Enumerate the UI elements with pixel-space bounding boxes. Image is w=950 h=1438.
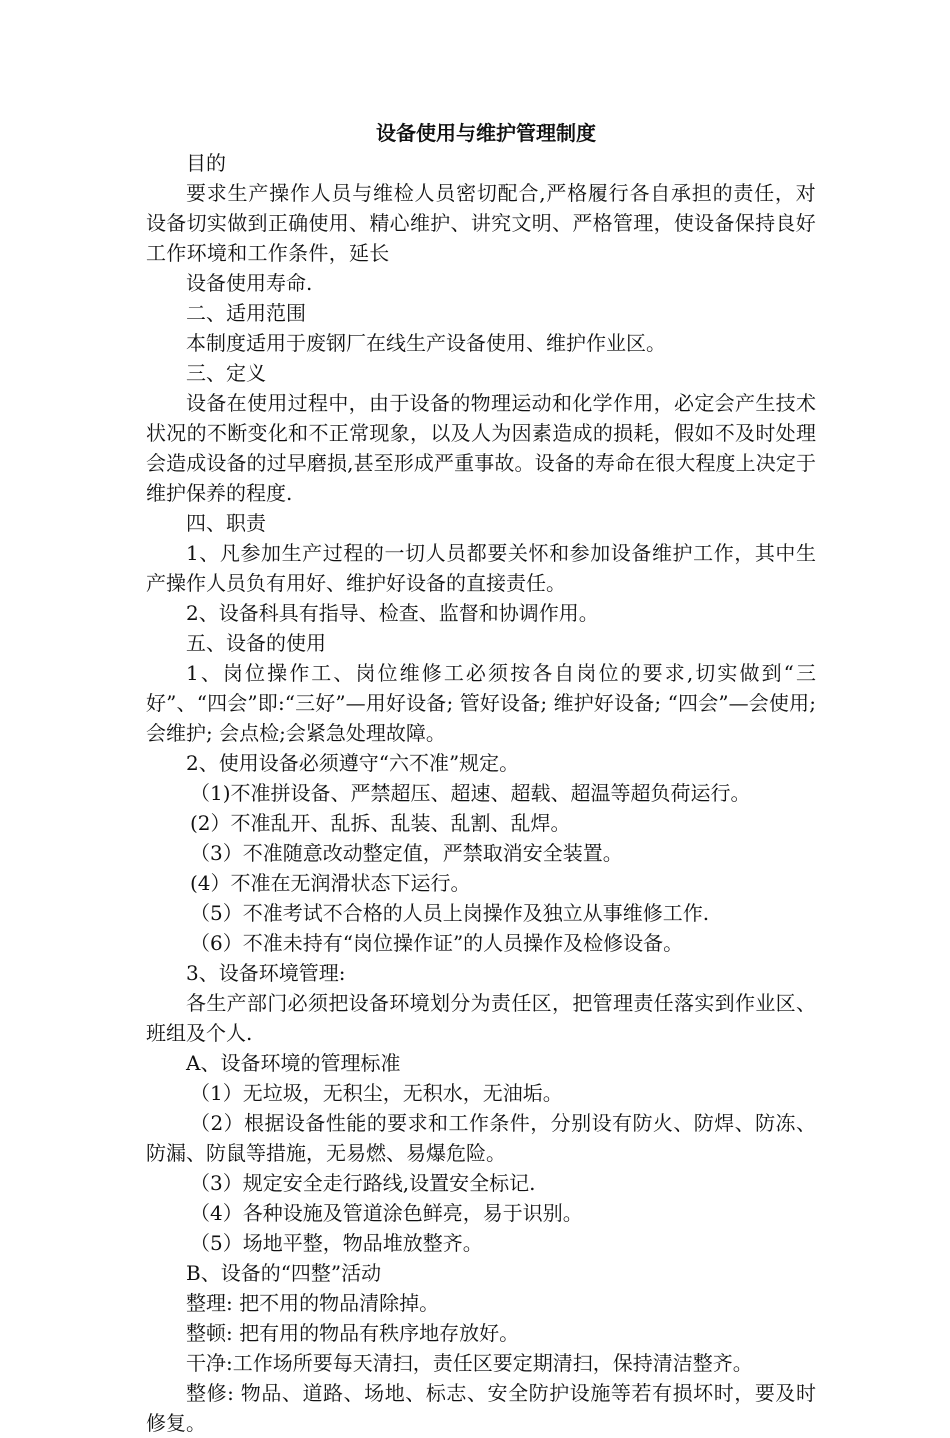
paragraph: 干净:工作场所要每天清扫，责任区要定期清扫，保持清洁整齐。: [186, 1351, 753, 1375]
subsection-heading: A、设备环境的管理标准: [186, 1051, 401, 1075]
section-heading: 二、适用范围: [186, 301, 306, 325]
list-item: (4）不准在无润滑状态下运行。: [190, 871, 471, 895]
document-title: 设备使用与维护管理制度: [376, 121, 596, 145]
paragraph: 目的: [186, 151, 226, 175]
subsection-heading: B、设备的“四整”活动: [186, 1261, 382, 1285]
list-item: (2）不准乱开、乱拆、乱装、乱割、乱焊。: [190, 811, 571, 835]
paragraph: 本制度适用于废钢厂在线生产设备使用、维护作业区。: [186, 331, 666, 355]
paragraph: 各生产部门必须把设备环境划分为责任区，把管理责任落实到作业区、班组及个人.: [146, 991, 816, 1045]
section-heading: 三、定义: [186, 361, 266, 385]
list-item: （3）规定安全走行路线,设置安全标记.: [190, 1171, 536, 1195]
list-item: （5）场地平整，物品堆放整齐。: [190, 1231, 483, 1255]
paragraph: 2、使用设备必须遵守“六不准”规定。: [186, 751, 520, 775]
section-heading: 四、职责: [186, 511, 266, 535]
paragraph: 1、岗位操作工、岗位维修工必须按各自岗位的要求,切实做到“三好”、“四会”即:“三好”—用好设备; 管好设备; 维护好设备; “四会”—会使用;会维护; 会点检;会紧急处理故障。: [146, 661, 816, 745]
paragraph: 2、设备科具有指导、检查、监督和协调作用。: [186, 601, 599, 625]
paragraph: 整理: 把不用的物品清除掉。: [186, 1291, 440, 1315]
paragraph: 1、凡参加生产过程的一切人员都要关怀和参加设备维护工作，其中生产操作人员负有用好、维护好设备的直接责任。: [146, 541, 816, 595]
list-item: （5）不准考试不合格的人员上岗操作及独立从事维修工作.: [190, 901, 710, 925]
list-item: （6）不准未持有“岗位操作证”的人员操作及检修设备。: [190, 931, 684, 955]
list-item: （3）不准随意改动整定值，严禁取消安全装置。: [190, 841, 623, 865]
paragraph: 设备使用寿命.: [186, 271, 313, 295]
section-heading: 五、设备的使用: [186, 631, 326, 655]
list-item: （4）各种设施及管道涂色鲜亮，易于识别。: [190, 1201, 583, 1225]
paragraph: 整顿: 把有用的物品有秩序地存放好。: [186, 1321, 520, 1345]
list-item: （1)不准拼设备、严禁超压、超速、超载、超温等超负荷运行。: [190, 781, 751, 805]
paragraph: 整修: 物品、道路、场地、标志、安全防护设施等若有损坏时，要及时修复。: [146, 1381, 816, 1435]
document-body: [146, 118, 816, 1438]
paragraph: 设备在使用过程中，由于设备的物理运动和化学作用，必定会产生技术状况的不断变化和不正常现象，以及人为因素造成的损耗，假如不及时处理会造成设备的过早磨损,甚至形成严重事故。设备的寿命在很大程度上决定于维护保养的程度.: [146, 391, 816, 505]
paragraph: 3、设备环境管理:: [186, 961, 346, 985]
paragraph: 要求生产操作人员与维检人员密切配合,严格履行各自承担的责任，对设备切实做到正确使用、精心维护、讲究文明、严格管理，使设备保持良好工作环境和工作条件，延长: [146, 181, 816, 265]
list-item: （1）无垃圾，无积尘，无积水，无油垢。: [190, 1081, 563, 1105]
list-item: （2）根据设备性能的要求和工作条件，分别设有防火、防焊、防冻、防漏、防鼠等措施，无易燃、易爆危险。: [146, 1111, 816, 1165]
